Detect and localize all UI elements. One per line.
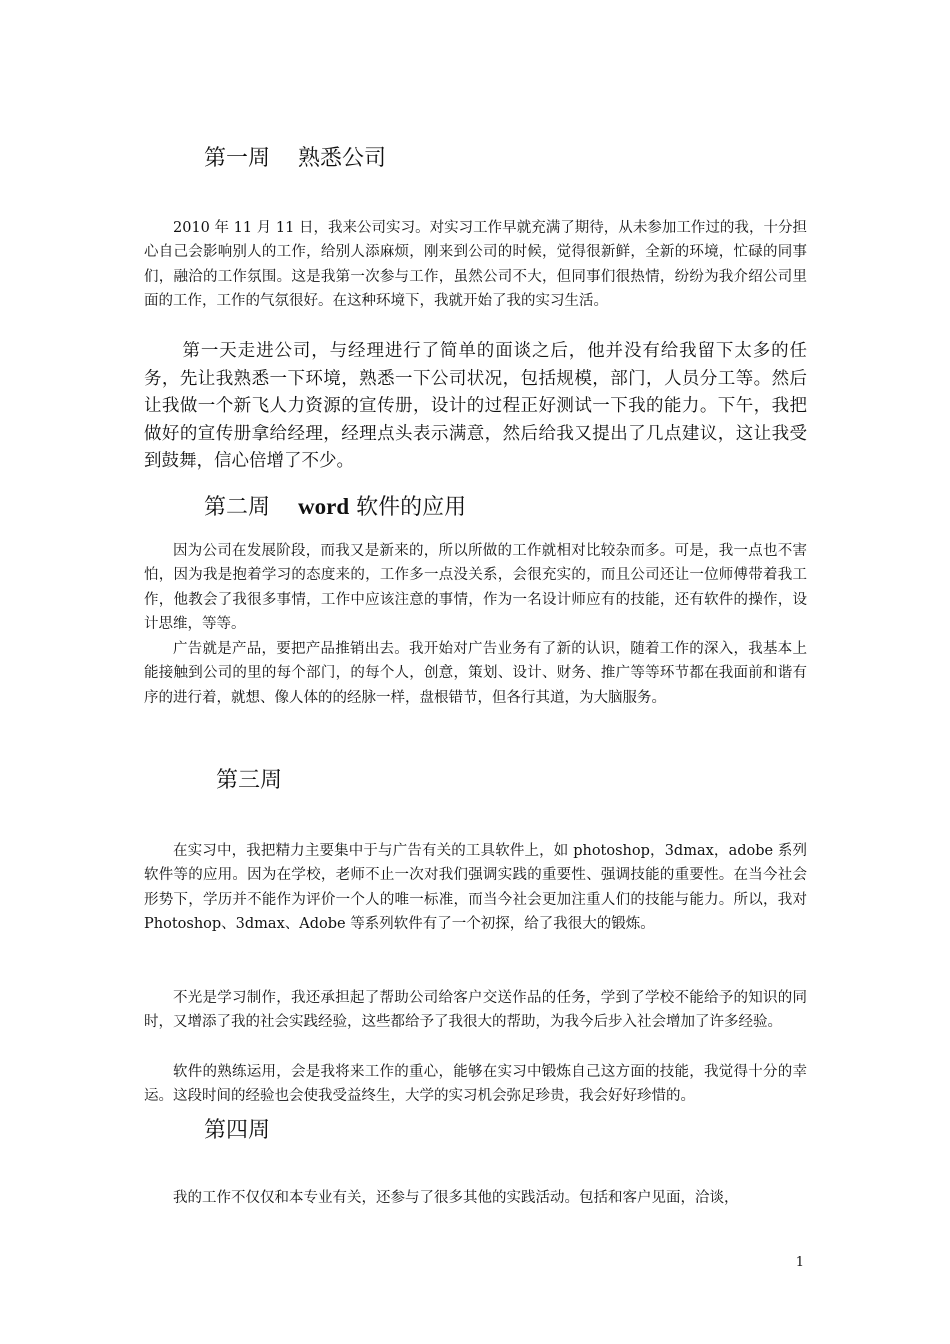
paragraph-week4-1: 我的工作不仅仅和本专业有关，还参与了很多其他的实践活动。包括和客户见面，洽谈， [173,1190,739,1206]
paragraph-week3-2: 不光是学习制作，我还承担起了帮助公司给客户交送作品的任务，学到了学校不能给予的知识的同时，又增添了我的社会实践经验，这些都给予了我很大的帮助，为我今后步入社会增加了许多经验。 [144,990,807,1031]
paragraph-week1-1: 2010 年 11 月 11 日，我来公司实习。对实习工作早就充满了期待，从未参加工作过的我，十分担心自己会影响别人的工作，给别人添麻烦，刚来到公司的时候，觉得很新鲜，全新的环境，忙碌的同事们，融洽的工作氛围。这是我第一次参与工作，虽然公司不大，但同事们很热情，纷纷为我介绍公司里面的工作，工作的气氛很好。在这种环境下，我就开始了我的实习生活。 [144,220,807,309]
heading-week-label: 第二周 [204,495,271,520]
section-heading-week-3 [216,766,282,796]
section-heading-week-4 [204,1116,270,1146]
heading-week-label: 第一周 [204,146,271,171]
section-heading-week-2 [204,492,466,523]
paragraph-week1-2: 第一天走进公司，与经理进行了简单的面谈之后，他并没有给我留下太多的任务，先让我熟悉一下环境，熟悉一下公司状况，包括规模，部门，人员分工等。然后让我做一个新飞人力资源的宣传册，设计的过程正好测试一下我的能力。下午，我把做好的宣传册拿给经理，经理点头表示满意，然后给我又提出了几点建议，这让我受到鼓舞，信心倍增了不少。 [144,341,807,471]
heading-title: 熟悉公司 [298,146,387,171]
heading-week-label: 第四周 [204,1118,271,1143]
paragraph-week3-3: 软件的熟练运用，会是我将来工作的重心，能够在实习中锻炼自己这方面的技能，我觉得十分的幸运。这段时间的经验也会使我受益终生，大学的实习机会弥足珍贵，我会好好珍惜的。 [144,1064,807,1105]
heading-week-label: 第三周 [216,768,283,793]
paragraph-week2-2: 广告就是产品，要把产品推销出去。我开始对广告业务有了新的认识，随着工作的深入，我基本上能接触到公司的里的每个部门，的每个人，创意，策划、设计、财务、推广等等环节都在我面前和谐有序的进行着，就想、像人体的的经脉一样，盘根错节，但各行其道，为大脑服务。 [144,641,807,706]
page-number: 1 [795,1255,804,1270]
heading-bold-word: word [298,494,350,519]
paragraph-week3-1: 在实习中，我把精力主要集中于与广告有关的工具软件上，如 photoshop，3dmax，adobe 系列软件等的应用。因为在学校，老师不止一次对我们强调实践的重要性、强调技能的重要性。在当今社会形势下，学历并不能作为评价一个人的唯一标准，而当今社会更加注重人们的技能与能力。所以，我对 Photoshop、3dmax、Adobe 等系列软件有了一个初探，给了我很大的锻炼。 [144,843,807,932]
heading-title: 软件的应用 [356,495,467,520]
paragraph-week2-1: 因为公司在发展阶段，而我又是新来的，所以所做的工作就相对比较杂而多。可是，我一点也不害怕，因为我是抱着学习的态度来的，工作多一点没关系，会很充实的，而且公司还让一位师傅带着我工作，他教会了我很多事情，工作中应该注意的事情，作为一名设计师应有的技能，还有软件的操作，设计思维，等等。 [144,543,807,632]
section-heading-week-1 [204,144,386,174]
